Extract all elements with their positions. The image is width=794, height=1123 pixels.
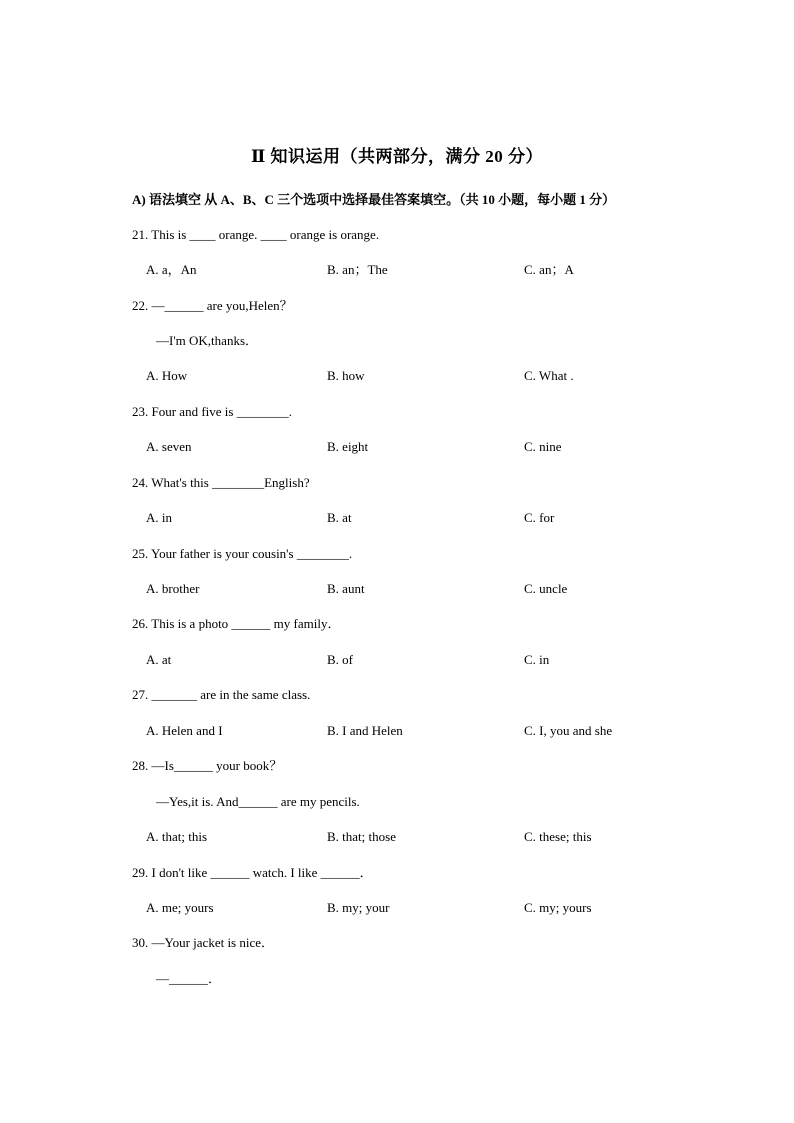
option-b: B. at — [327, 510, 352, 525]
option-c: C. in — [524, 652, 550, 667]
option-b: B. how — [327, 368, 365, 383]
question-stem: 23. Four and five is ________. — [132, 404, 292, 419]
question-dialogue-line: —______． — [156, 971, 222, 986]
option-a: A. seven — [146, 439, 192, 454]
option-c: C. uncle — [524, 581, 568, 596]
option-c: C. an；A — [524, 262, 574, 277]
question-stem: 28. —Is______ your book？ — [132, 758, 283, 773]
option-b: B. I and Helen — [327, 723, 403, 738]
page-title: Ⅱ 知识运用（共两部分，满分 20 分） — [250, 147, 544, 166]
question-stem: 22. —______ are you,Helen？ — [132, 298, 293, 313]
option-a: A. How — [146, 368, 188, 383]
option-b: B. my; your — [327, 900, 390, 915]
option-a: A. a，An — [146, 262, 197, 277]
question-stem: 24. What's this ________English? — [132, 475, 310, 490]
question-stem: 26. This is a photo ______ my family． — [132, 616, 341, 631]
option-a: A. at — [146, 652, 172, 667]
option-c: C. What . — [524, 368, 574, 383]
question-stem: 27. _______ are in the same class. — [132, 687, 311, 702]
option-c: C. my; yours — [524, 900, 592, 915]
option-c: C. for — [524, 510, 555, 525]
option-b: B. of — [327, 652, 353, 667]
option-c: C. I, you and she — [524, 723, 613, 738]
option-a: A. that; this — [146, 829, 208, 844]
option-a: A. Helen and I — [146, 723, 223, 738]
question-dialogue-line: —Yes,it is. And______ are my pencils. — [156, 794, 360, 809]
option-b: B. an；The — [327, 262, 388, 277]
option-a: A. brother — [146, 581, 200, 596]
option-c: C. nine — [524, 439, 562, 454]
option-b: B. that; those — [327, 829, 396, 844]
question-stem: 30. —Your jacket is nice． — [132, 935, 275, 950]
option-a: A. in — [146, 510, 172, 525]
option-c: C. these; this — [524, 829, 592, 844]
section-heading: A) 语法填空 从 A、B、C 三个选项中选择最佳答案填空。（共 10 小题，每小题 1 分） — [132, 192, 616, 207]
option-b: B. aunt — [327, 581, 365, 596]
option-a: A. me; yours — [146, 900, 214, 915]
question-stem: 21. This is ____ orange. ____ orange is orange. — [132, 227, 380, 242]
question-dialogue-line: —I'm OK,thanks． — [156, 333, 259, 348]
question-stem: 29. I don't like ______ watch. I like ______． — [132, 865, 373, 880]
option-b: B. eight — [327, 439, 369, 454]
question-stem: 25. Your father is your cousin's ________. — [132, 546, 353, 561]
